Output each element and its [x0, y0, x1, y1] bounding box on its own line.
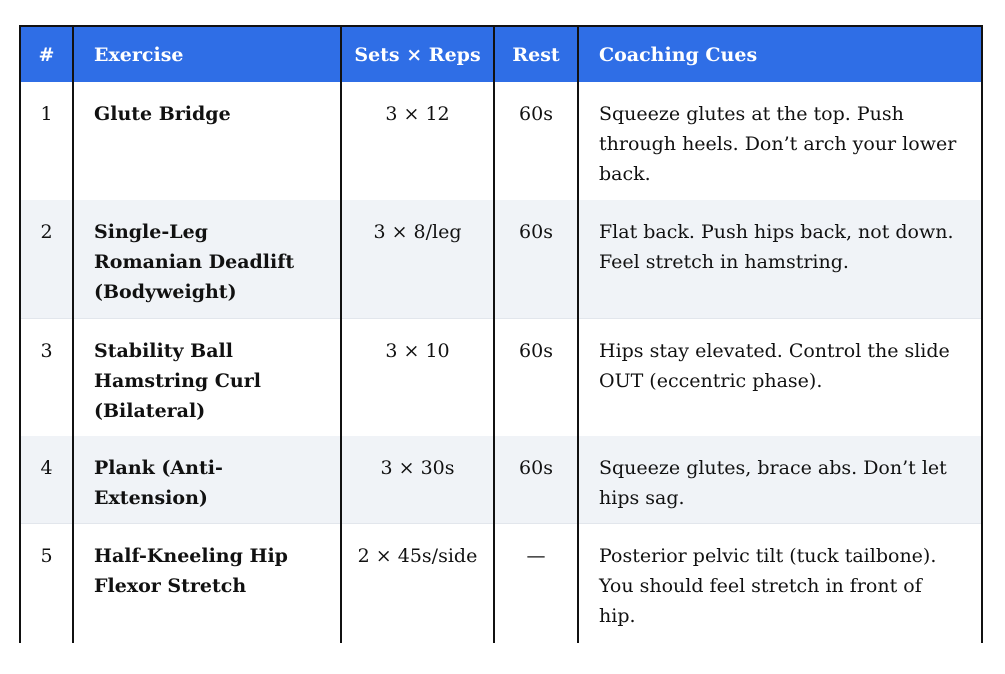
- table-row: [20, 319, 982, 437]
- rest-time: 60s: [494, 319, 578, 437]
- rest-time: 60s: [494, 200, 578, 319]
- table-row: [20, 436, 982, 524]
- header-row: [20, 26, 982, 82]
- rest-time: —: [494, 524, 578, 644]
- row-number: 2: [20, 200, 73, 319]
- exercise-name: Plank (Anti-Extension): [73, 436, 341, 524]
- table-row: [20, 524, 982, 644]
- table-body: [20, 82, 982, 643]
- coaching-cues: Flat back. Push hips back, not down. Feel stretch in hamstring.: [578, 200, 982, 319]
- exercise-table: [19, 25, 983, 643]
- row-number: 1: [20, 82, 73, 200]
- table-header: [20, 26, 982, 82]
- sets-reps: 3 × 10: [341, 319, 494, 437]
- rest-time: 60s: [494, 82, 578, 200]
- header-sets-reps: Sets × Reps: [341, 26, 494, 82]
- rest-time: 60s: [494, 436, 578, 524]
- coaching-cues: Squeeze glutes, brace abs. Don’t let hips sag.: [578, 436, 982, 524]
- table-row: [20, 82, 982, 200]
- header-rest: Rest: [494, 26, 578, 82]
- exercise-name: Half-Kneeling Hip Flexor Stretch: [73, 524, 341, 644]
- header-exercise: Exercise: [73, 26, 341, 82]
- sets-reps: 3 × 8/leg: [341, 200, 494, 319]
- sets-reps: 3 × 30s: [341, 436, 494, 524]
- coaching-cues: Hips stay elevated. Control the slide OUT (eccentric phase).: [578, 319, 982, 437]
- coaching-cues: Posterior pelvic tilt (tuck tailbone). You should feel stretch in front of hip.: [578, 524, 982, 644]
- exercise-table-container: [19, 25, 981, 643]
- exercise-name: Single-Leg Romanian Deadlift (Bodyweight): [73, 200, 341, 319]
- header-number: #: [20, 26, 73, 82]
- table-row: [20, 200, 982, 319]
- row-number: 3: [20, 319, 73, 437]
- coaching-cues: Squeeze glutes at the top. Push through heels. Don’t arch your lower back.: [578, 82, 982, 200]
- header-coaching-cues: Coaching Cues: [578, 26, 982, 82]
- row-number: 4: [20, 436, 73, 524]
- row-number: 5: [20, 524, 73, 644]
- sets-reps: 3 × 12: [341, 82, 494, 200]
- exercise-name: Glute Bridge: [73, 82, 341, 200]
- sets-reps: 2 × 45s/side: [341, 524, 494, 644]
- exercise-name: Stability Ball Hamstring Curl (Bilateral): [73, 319, 341, 437]
